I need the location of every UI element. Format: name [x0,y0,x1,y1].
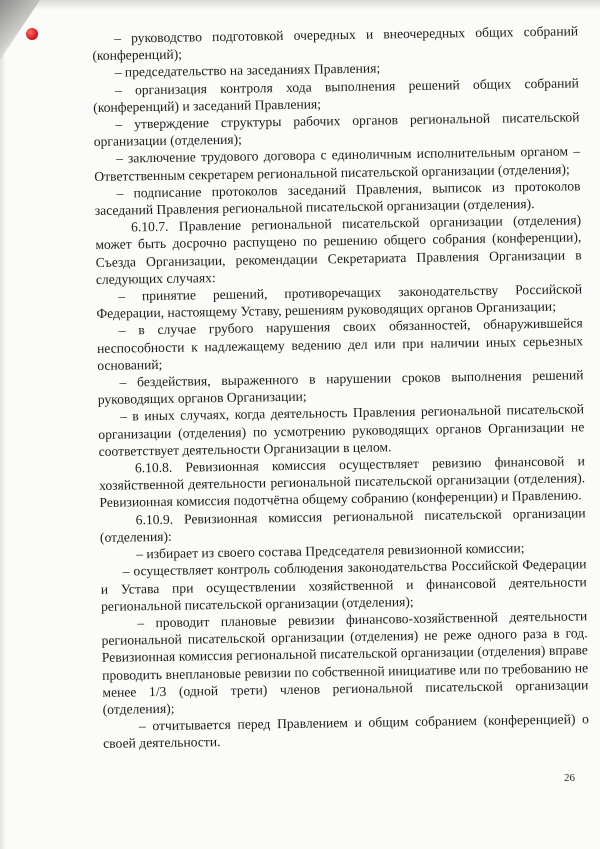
red-pin-icon [26,28,38,40]
paragraph-15: – осуществляет контроль соблюдения законодательства Российской Федерации и Устава при осуществлении хозяйственной и финансовой деятельности региональной писательской организации (отделения); [100,556,587,614]
paragraph-11: – в иных случаях, когда деятельность Правления региональной писательской организации (отделения) по усмотрению руководящих органов Организации не соответствует деятельности Организации в целом. [98,401,585,459]
section-6-10-9: 6.10.9. Ревизионная комиссия региональной писательской организации (отделения): [99,504,586,545]
paragraph-5: – заключение трудового договора с единоличным исполнительным органом – Ответственным секретарем региональной писательской организации (отделения); [94,143,581,184]
paragraph-16: – проводит плановые ревизии финансово-хозяйственной деятельности региональной писательской организации (отделения) не реже одного раза в год. Ревизионная комиссия региональной писательской организации (отделения) вправе проводить внеплановые ревизии по собственной инициативе или по требованию не менее 1/3 (одной трети) членов региональной писательской организации (отделения); [101,608,589,717]
paragraph-9: – в случае грубого нарушения своих обязанностей, обнаружившейся неспособности к надлежащему ведению дел или при наличии иных серьезных оснований; [96,315,584,373]
paragraph-4: – утверждение структуры рабочих органов региональной писательской организации (отделения); [93,109,580,150]
paragraph-10: – бездействия, выраженного в нарушении сроков выполнения решений руководящих органов Организации; [97,367,584,408]
scan-shadow-top [0,0,600,10]
paragraph-6: – подписание протоколов заседаний Правления, выписок из протоколов заседаний Правления региональной писательской организации (отделения). [94,178,581,219]
paragraph-1: – руководство подготовкой очередных и внеочередных общих собраний (конференций); [92,23,579,64]
page-number: 26 [564,772,575,784]
scan-shadow-left [0,0,6,849]
paragraph-2: – председательство на заседаниях Правления; [114,60,381,81]
paragraph-14: – избирает из своего состава Председателя ревизионной комиссии; [136,540,525,562]
paragraph-17: – отчитывается перед Правлением и общим собранием (конференцией) о своей деятельности. [103,711,589,752]
section-6-10-7: 6.10.7. Правление региональной писательской организации (отделения) может быть досрочно распущено по решению общего собрания (конференции), Съезда Организации, рекомендации Секретариата Правления Организации в следующих случаях: [95,212,582,287]
section-6-10-8: 6.10.8. Ревизионная комиссия осуществляет ревизию финансовой и хозяйственной деятельности региональной писательской организации (отделения). Ревизионная комиссия подотчётна общему собранию (конференции) и Правлению. [99,453,586,511]
paragraph-3: – организация контроля хода выполнения решений общих собраний (конференций) и заседаний Правления; [93,74,580,115]
document-body [92,22,589,752]
paragraph-8: – принятие решений, противоречащих законодательству Российской Федерации, настоящему Уставу, решениям руководящих органов Организации; [96,281,583,322]
